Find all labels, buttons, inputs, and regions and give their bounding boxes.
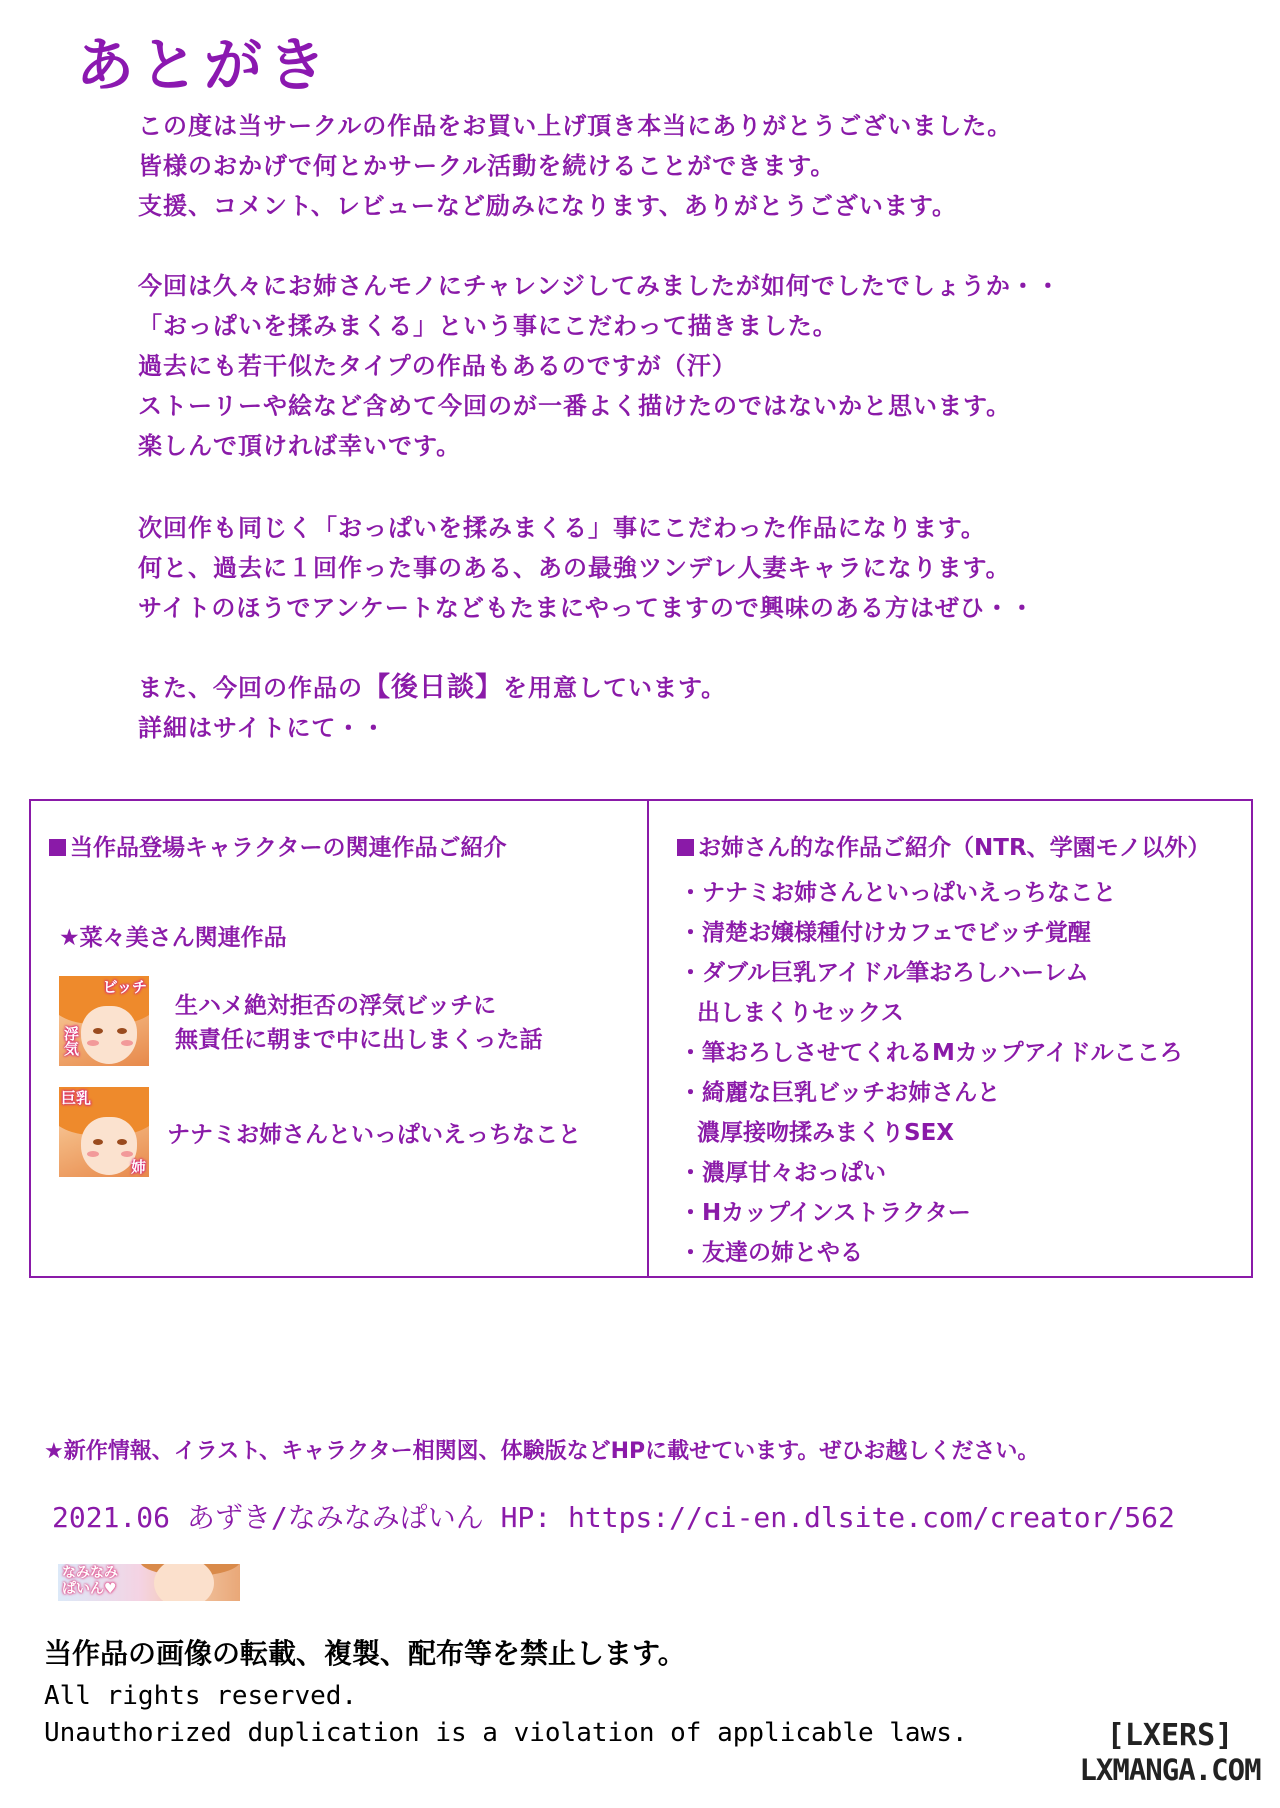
paragraph-line: 皆様のおかげで何とかサークル活動を続けることができます。: [138, 152, 836, 180]
paragraph-line: 今回は久々にお姉さんモノにチャレンジしてみましたが如何でしたでしょうか・・: [138, 272, 1061, 300]
paragraph-line: 「おっぱいを揉みまくる」という事にこだわって描きました。: [138, 312, 838, 340]
thumbnail-blush: [87, 1040, 99, 1046]
watermark-line-2: LXMANGA.COM: [1079, 1753, 1261, 1787]
banner-logo-text: なみなみ ぱいん♥: [62, 1565, 118, 1597]
paragraph-line: ストーリーや絵など含めて今回のが一番よく描けたのではないかと思います。: [138, 392, 1012, 420]
thumbnail-tag: ビッチ: [102, 978, 147, 996]
thumbnail-eye: [93, 1028, 103, 1034]
list-item[interactable]: ・友達の姉とやる: [679, 1240, 863, 1266]
paragraph-this-work: [138, 266, 1061, 466]
thumbnail-tag: 巨乳: [61, 1089, 92, 1107]
copyright-en-1: All rights reserved.: [44, 1681, 358, 1711]
paragraph-line: 何と、過去に１回作った事のある、あの最強ツンデレ人妻キャラになります。: [138, 554, 1011, 582]
paragraph-line: 支援、コメント、レビューなど励みになります、ありがとうございます。: [138, 192, 957, 220]
afterstory-emphasis: 【後日談】: [363, 672, 503, 703]
thumbnail-face: [81, 1006, 137, 1064]
oneesan-works-heading: お姉さん的な作品ご紹介（NTR、学園モノ以外）: [677, 829, 1210, 862]
watermark-line-1: [LXERS]: [1106, 1718, 1234, 1753]
thumbnail-eye: [117, 1028, 127, 1034]
paragraph-next-work: [138, 508, 1035, 628]
work-title-line: ナナミお姉さんといっぱいえっちなこと: [167, 1122, 581, 1148]
afterstory-text: また、今回の作品の: [138, 674, 363, 702]
copyright-en-2: Unauthorized duplication is a violation of applicable laws.: [44, 1718, 968, 1748]
square-bullet-icon: [677, 839, 694, 856]
thumbnail-blush: [87, 1151, 99, 1157]
paragraph-line: サイトのほうでアンケートなどもたまにやってますので興味のある方はぜひ・・: [138, 594, 1035, 622]
work-thumbnail-2[interactable]: [59, 1087, 149, 1177]
thumbnail-face: [81, 1117, 137, 1175]
afterstory-text: を用意しています。: [503, 674, 727, 702]
banner-face: [154, 1564, 214, 1601]
square-bullet-icon: [49, 839, 66, 856]
thumbnail-blush: [121, 1040, 133, 1046]
paragraph-line: この度は当サークルの作品をお買い上げ頂き本当にありがとうございました。: [138, 112, 1013, 140]
thumbnail-eye: [117, 1139, 127, 1145]
paragraph-afterstory: [138, 668, 726, 748]
list-item[interactable]: ・ダブル巨乳アイドル筆おろしハーレム: [679, 960, 1089, 986]
paragraph-line: 次回作も同じく「おっぱいを揉みまくる」事にこだわった作品になります。: [138, 514, 986, 542]
work-thumbnail-1[interactable]: [59, 976, 149, 1066]
work-title-1[interactable]: [175, 989, 543, 1057]
list-item[interactable]: ・濃厚甘々おっぱい: [679, 1160, 886, 1186]
work-title-2[interactable]: [167, 1118, 581, 1152]
list-item[interactable]: ・綺麗な巨乳ビッチお姉さんと: [679, 1080, 1001, 1106]
copyright-jp: 当作品の画像の転載、複製、配布等を禁止します。: [44, 1637, 686, 1670]
box-divider: [647, 801, 649, 1276]
copyright-block: [44, 1632, 968, 1752]
credit-line[interactable]: 2021.06 あずき/なみなみぱいん HP: https://ci-en.dlsite.com/creator/562: [52, 1501, 1175, 1534]
list-item[interactable]: ・ナナミお姉さんといっぱいえっちなこと: [679, 880, 1116, 906]
list-item-continuation[interactable]: 濃厚接吻揉みまくりSEX: [697, 1120, 955, 1146]
new-works-notice: ★新作情報、イラスト、キャラクター相関図、体験版などHPに載せています。ぜひお越しください。: [44, 1439, 1040, 1464]
list-item[interactable]: ・筆おろしさせてくれるMカップアイドルこころ: [679, 1040, 1183, 1066]
page-title: あとがき: [76, 31, 333, 99]
paragraph-line: 過去にも若干似たタイプの作品もあるのですが（汗）: [138, 352, 737, 380]
work-title-line: 無責任に朝まで中に出しまくった話: [175, 1027, 543, 1053]
list-item[interactable]: ・Hカップインストラクター: [679, 1200, 971, 1226]
oneesan-works-list: [679, 873, 1183, 1273]
circle-banner-logo[interactable]: [58, 1564, 240, 1601]
paragraph-thanks: [138, 106, 1012, 226]
related-works-heading: 当作品登場キャラクターの関連作品ご紹介: [49, 829, 507, 862]
watermark: [1070, 1718, 1270, 1787]
list-item[interactable]: ・清楚お嬢様種付けカフェでビッチ覚醒: [679, 920, 1091, 946]
thumbnail-eye: [93, 1139, 103, 1145]
paragraph-line: 詳細はサイトにて・・: [138, 714, 387, 742]
thumbnail-tag: 浮気: [62, 1026, 80, 1056]
work-title-line: 生ハメ絶対拒否の浮気ビッチに: [175, 993, 497, 1019]
paragraph-line: 楽しんで頂ければ幸いです。: [138, 432, 462, 460]
nanami-works-subheading: ★菜々美さん関連作品: [59, 925, 287, 951]
thumbnail-tag: 姉: [130, 1158, 146, 1176]
works-box: [29, 799, 1253, 1278]
paragraph-line: [138, 668, 726, 708]
list-item-continuation[interactable]: 出しまくりセックス: [697, 1000, 904, 1026]
